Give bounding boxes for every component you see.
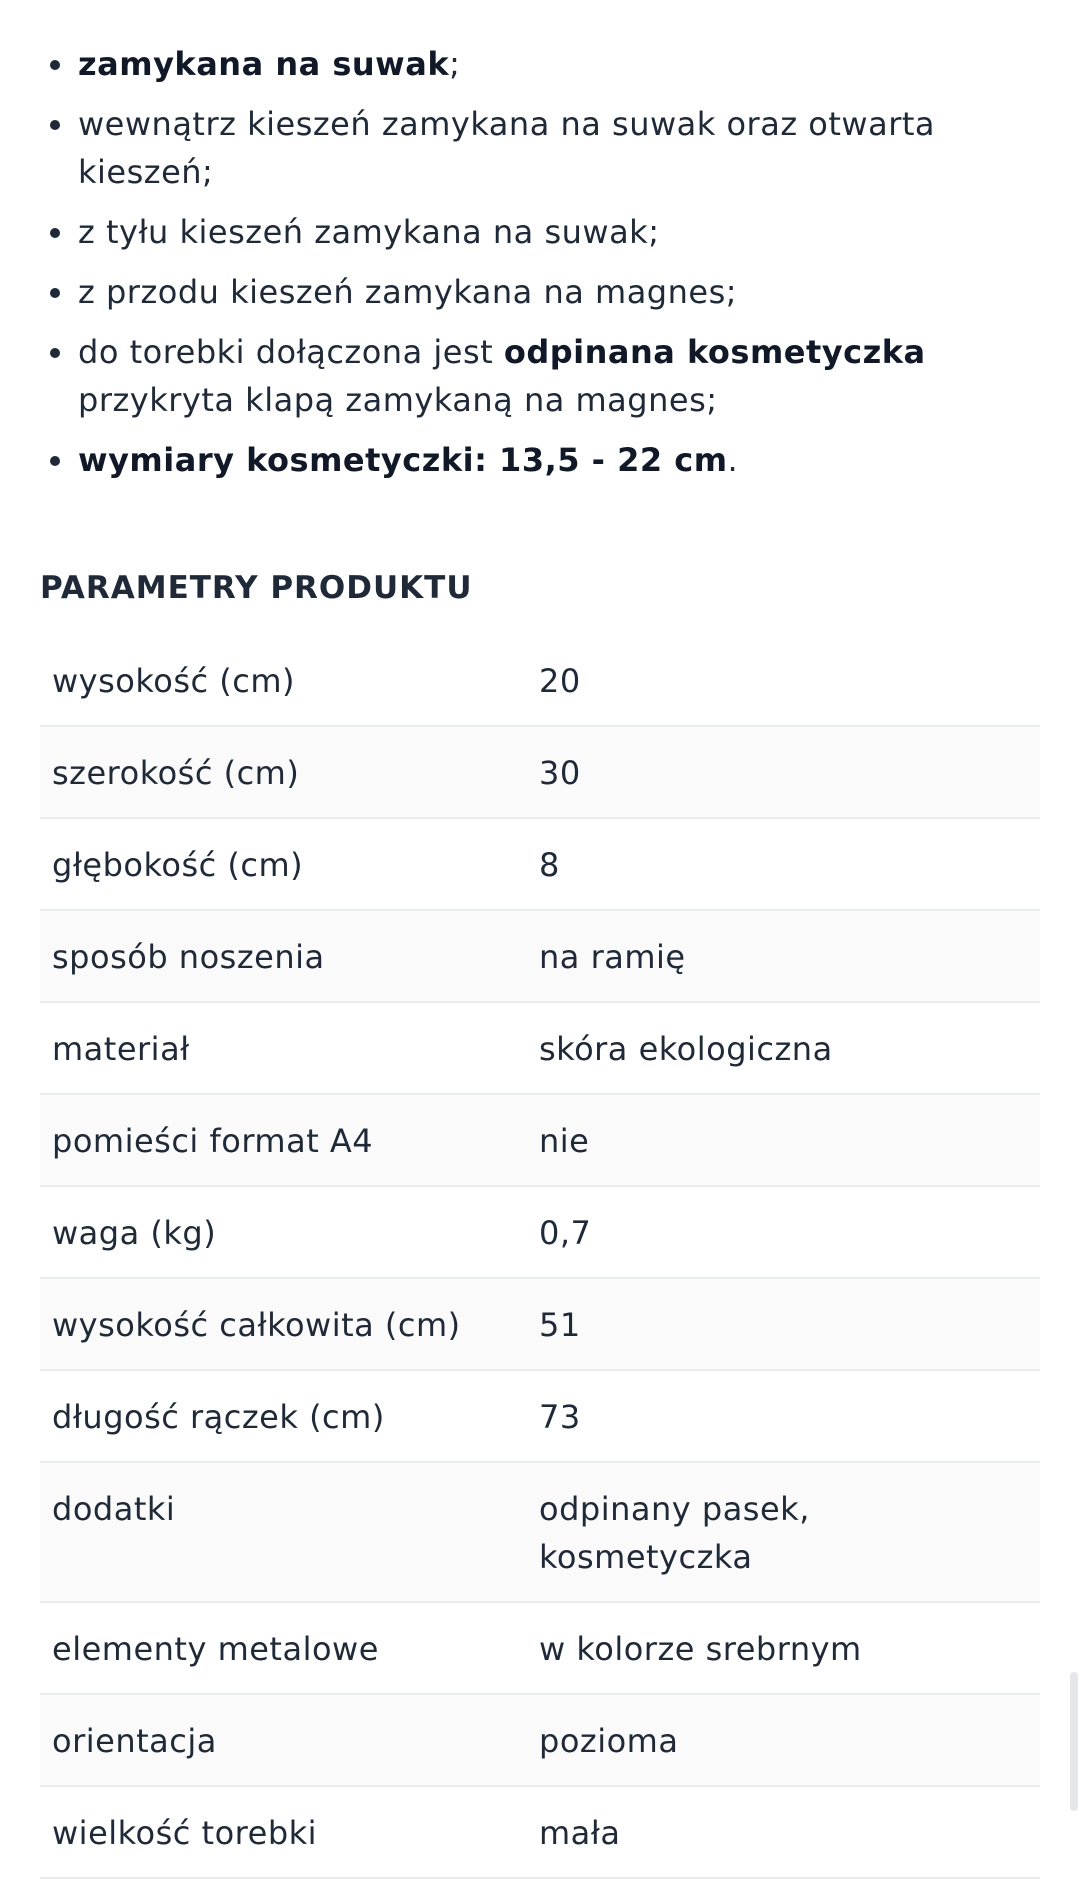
feature-list-item xyxy=(40,208,1000,256)
feature-list-item xyxy=(40,436,1000,484)
bullet-dot-icon xyxy=(50,456,60,466)
table-row xyxy=(40,1694,1040,1786)
scrollbar-thumb[interactable] xyxy=(1070,1672,1078,1811)
table-row xyxy=(40,1186,1040,1278)
feature-text: z przodu kieszeń zamykana na magnes; xyxy=(78,273,738,311)
parameter-label: materiał xyxy=(40,1002,527,1094)
feature-text: . xyxy=(727,441,739,479)
feature-list-item xyxy=(40,100,1000,196)
parameter-value: skóra ekologiczna xyxy=(527,1002,1040,1094)
parameter-label: wielkość torebki xyxy=(40,1786,527,1878)
parameters-table-body xyxy=(40,635,1040,1878)
parameter-label: wysokość całkowita (cm) xyxy=(40,1278,527,1370)
feature-text: do torebki dołączona jest xyxy=(78,333,504,371)
parameter-value: 8 xyxy=(527,818,1040,910)
parameter-value: 0,7 xyxy=(527,1186,1040,1278)
feature-text: ; xyxy=(449,45,461,83)
parameter-label: wysokość (cm) xyxy=(40,635,527,726)
parameter-label: orientacja xyxy=(40,1694,527,1786)
parameter-value: na ramię xyxy=(527,910,1040,1002)
parameter-label: dodatki xyxy=(40,1462,527,1602)
parameter-value: w kolorze srebrnym xyxy=(527,1602,1040,1694)
parameter-value: 20 xyxy=(527,635,1040,726)
table-row xyxy=(40,1786,1040,1878)
bullet-dot-icon xyxy=(50,348,60,358)
parameter-value: 51 xyxy=(527,1278,1040,1370)
parameter-label: elementy metalowe xyxy=(40,1602,527,1694)
feature-list-item xyxy=(40,40,1000,88)
table-row xyxy=(40,1462,1040,1602)
feature-list-item xyxy=(40,328,1000,424)
bullet-dot-icon xyxy=(50,288,60,298)
feature-text-bold: odpinana kosmetyczka xyxy=(503,333,926,371)
feature-list-item xyxy=(40,268,1000,316)
feature-text: z tyłu kieszeń zamykana na suwak; xyxy=(78,213,660,251)
feature-text: wewnątrz kieszeń zamykana na suwak oraz otwarta kieszeń; xyxy=(78,105,935,191)
feature-text-bold: zamykana na suwak xyxy=(78,45,450,83)
bullet-dot-icon xyxy=(50,60,60,70)
table-row xyxy=(40,910,1040,1002)
parameter-label: waga (kg) xyxy=(40,1186,527,1278)
parameter-value: 73 xyxy=(527,1370,1040,1462)
parameter-label: długość rączek (cm) xyxy=(40,1370,527,1462)
parameters-table xyxy=(40,635,1040,1879)
feature-text: przykryta klapą zamykaną na magnes; xyxy=(78,381,718,419)
parameter-label: szerokość (cm) xyxy=(40,726,527,818)
parameter-label: sposób noszenia xyxy=(40,910,527,1002)
feature-text-bold: wymiary kosmetyczki: 13,5 - 22 cm xyxy=(78,441,728,479)
parameter-value: mała xyxy=(527,1786,1040,1878)
table-row xyxy=(40,635,1040,726)
parameter-value: nie xyxy=(527,1094,1040,1186)
table-row xyxy=(40,818,1040,910)
table-row xyxy=(40,1370,1040,1462)
feature-list xyxy=(40,40,1000,496)
bullet-dot-icon xyxy=(50,228,60,238)
parameter-label: głębokość (cm) xyxy=(40,818,527,910)
table-row xyxy=(40,1002,1040,1094)
table-row xyxy=(40,1094,1040,1186)
table-row xyxy=(40,726,1040,818)
parameter-value: pozioma xyxy=(527,1694,1040,1786)
bullet-dot-icon xyxy=(50,120,60,130)
section-title-parameters: PARAMETRY PRODUKTU xyxy=(40,570,473,606)
parameter-label: pomieści format A4 xyxy=(40,1094,527,1186)
table-row xyxy=(40,1602,1040,1694)
parameter-value: odpinany pasek, kosmetyczka xyxy=(527,1462,1040,1602)
table-row xyxy=(40,1278,1040,1370)
parameter-value: 30 xyxy=(527,726,1040,818)
